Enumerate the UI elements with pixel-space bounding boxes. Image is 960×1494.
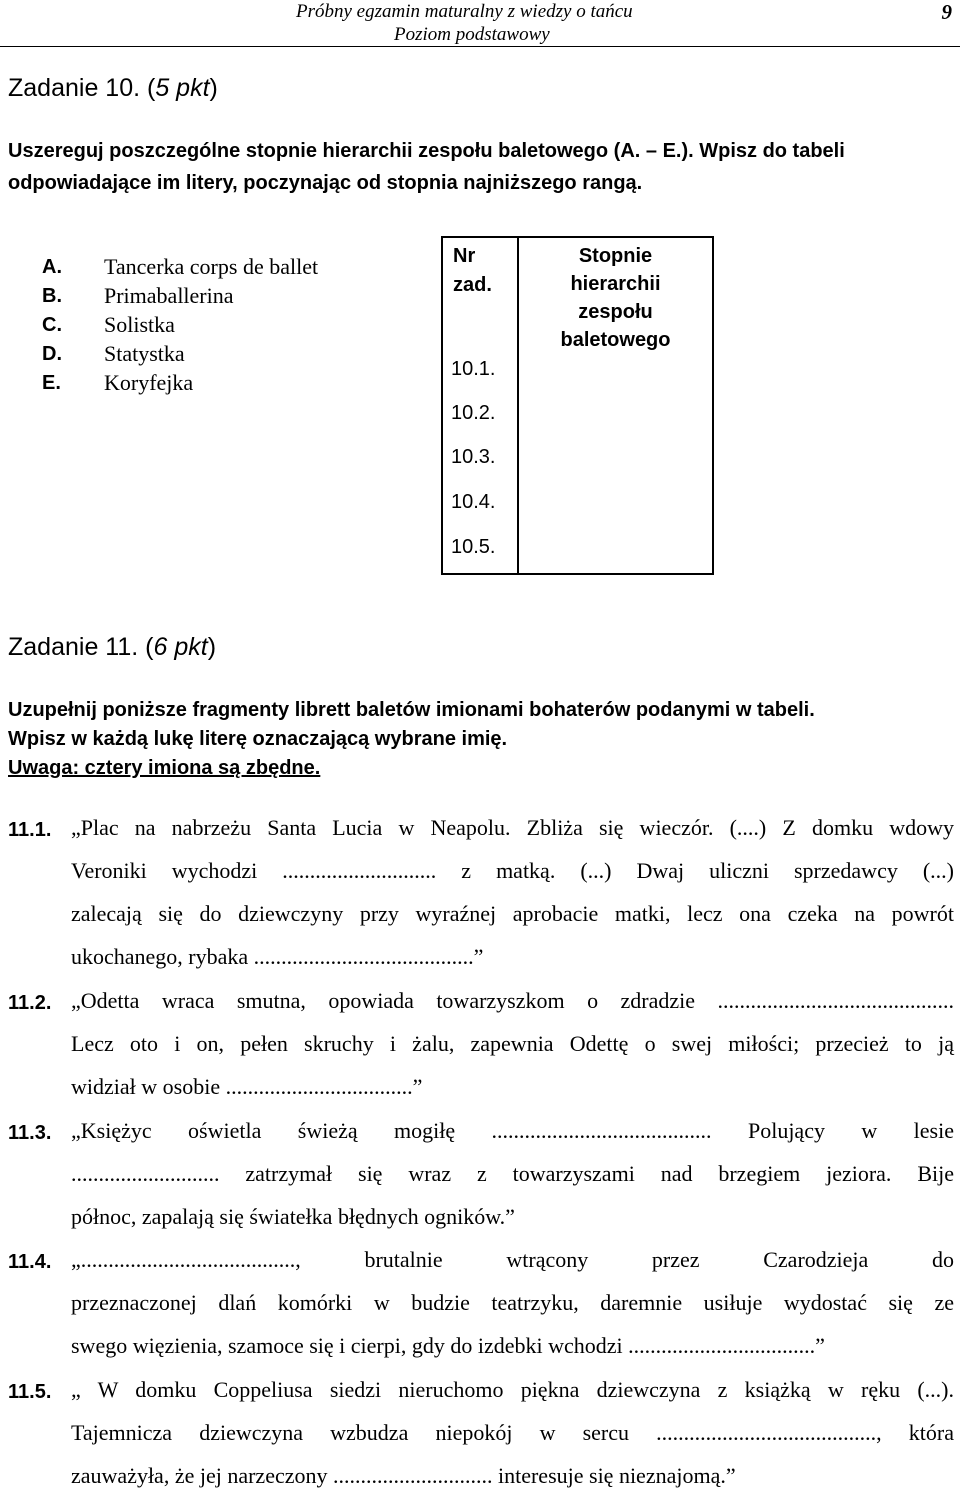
item-number: 11.2. (8, 992, 52, 1014)
libretto-line: „Odetta wraca smutna, opowiada towarzyszkom o zdradzie ........................................... (71, 988, 954, 1013)
option-c-key: C. (42, 314, 62, 336)
table-row-label: 10.1. (451, 358, 496, 380)
table-header-number: Nr zad. (453, 245, 492, 296)
task11-points: 6 pkt (153, 633, 208, 661)
libretto-line: „Księżyc oświetla świeżą mogiłę ........................................ Polujący w lesie (71, 1118, 954, 1143)
libretto-line: zalecają się do dziewczyny przy wyraźnej aprobacie matki, lecz ona czeka na powrót (71, 901, 954, 926)
task11-instruction-line1: Uzupełnij poniższe fragmenty librett baletów imionami bohaterów podanymi w tabeli. (8, 699, 815, 721)
task10-label: Zadanie 10. (8, 74, 141, 102)
header-title-line2: Poziom podstawowy (394, 24, 550, 45)
option-a-key: A. (42, 256, 62, 278)
header-rule (0, 46, 960, 47)
task10-heading: Zadanie 10. (5 pkt) (8, 74, 218, 102)
header-title-line1: Próbny egzamin maturalny z wiedzy o tańcu (296, 1, 633, 22)
option-a-text: Tancerka corps de ballet (104, 254, 319, 279)
table-row-label: 10.2. (451, 402, 496, 424)
option-c-text: Solistka (104, 312, 175, 337)
item-number: 11.1. (8, 819, 52, 841)
item-number: 11.3. (8, 1122, 52, 1144)
task11-instruction-line2: Wpisz w każdą lukę literę oznaczającą wybrane imię. (8, 728, 508, 750)
table-row-label: 10.4. (451, 491, 496, 513)
libretto-line: „ W domku Coppeliusa siedzi nieruchomo piękna dziewczyna z książką w ręku (...). (71, 1377, 954, 1402)
task10-points: 5 pkt (155, 74, 210, 102)
page-number: 9 (941, 0, 952, 24)
libretto-line: Tajemnicza dziewczyna wzbudza niepokój w sercu ........................................, która (71, 1420, 954, 1445)
item-number: 11.4. (8, 1251, 52, 1273)
libretto-line: ukochanego, rybaka ........................................” (71, 944, 484, 969)
task10-instruction-line1: Uszereguj poszczególne stopnie hierarchii zespołu baletowego (A. – E.). Wpisz do tabeli (8, 140, 845, 162)
libretto-line: zauważyła, że jej narzeczony ............................. interesuje się nieznajomą.” (71, 1463, 736, 1488)
libretto-line: „Plac na nabrzeżu Santa Lucia w Neapolu. Zbliża się wieczór. (....) Z domku wdowy (71, 815, 954, 840)
task11-label: Zadanie 11. (8, 633, 139, 661)
option-e-key: E. (42, 372, 61, 394)
task10-instruction-line2: odpowiadające im litery, poczynając od stopnia najniższego rangą. (8, 172, 643, 194)
table-row-label: 10.5. (451, 536, 496, 558)
libretto-line: widział w osobie ..................................” (71, 1074, 423, 1099)
libretto-line: przeznaczonej dlań komórki w budzie teatrzyku, daremnie usiłuje wydostać się ze (71, 1290, 954, 1315)
option-d-text: Statystka (104, 341, 185, 366)
table-header-hierarchy: Stopnie hierarchii zespołu baletowego (560, 245, 671, 351)
task11-heading: Zadanie 11. (6 pkt) (8, 633, 217, 661)
libretto-line: Lecz oto i on, pełen skruchy i żalu, zapewnia Odettę o swej miłości; przecież to ją (71, 1031, 954, 1056)
libretto-line: swego więzienia, szamoce się i cierpi, gdy do izdebki wchodzi ..................................” (71, 1333, 825, 1358)
item-number: 11.5. (8, 1381, 52, 1403)
answer-table (441, 236, 714, 575)
option-e-text: Koryfejka (104, 370, 194, 395)
option-b-text: Primaballerina (104, 283, 234, 308)
libretto-line: Veroniki wychodzi ............................ z matką. (...) Dwaj uliczni sprzedawcy (...) (71, 858, 954, 883)
option-b-key: B. (42, 285, 62, 307)
task11-instruction-note: Uwaga: cztery imiona są zbędne. (8, 757, 321, 779)
option-d-key: D. (42, 343, 62, 365)
libretto-line: ........................... zatrzymał się wraz z towarzyszami nad brzegiem jeziora. Bije (71, 1161, 954, 1186)
libretto-line: „......................................., brutalnie wtrącony przez Czarodzieja do (71, 1247, 954, 1272)
table-row-label: 10.3. (451, 446, 496, 468)
libretto-line: północ, zapalają się światełka błędnych ogników.” (71, 1204, 515, 1229)
page-header (0, 0, 960, 46)
